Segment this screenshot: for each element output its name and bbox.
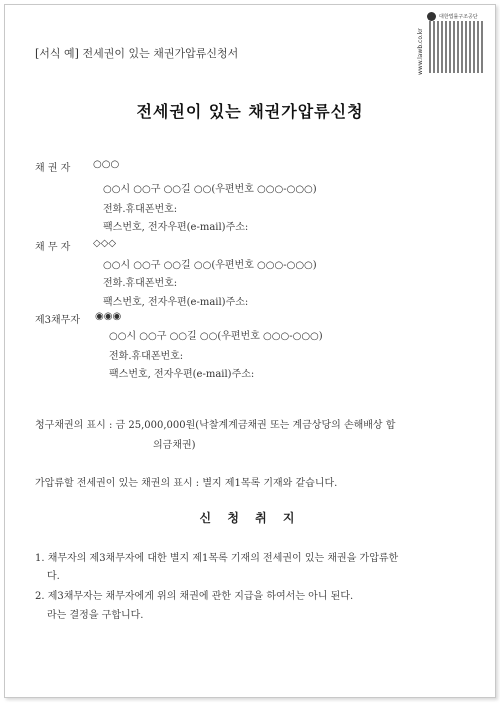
document-page [4, 4, 496, 698]
third-debtor-address: ○○시 ○○구 ○○길 ○○(우편번호 ○○○-○○○) [109, 331, 323, 342]
seal-logo-icon [427, 12, 436, 21]
claim-line-2: 의금채권) [153, 440, 196, 451]
seal-url: www.lawb.co.kr [417, 28, 424, 75]
creditor-fax: 팩스번호, 전자우편(e-mail)주소: [103, 222, 249, 233]
third-debtor-label: 제3채무자 [35, 315, 81, 326]
third-debtor-phone: 전화.휴대폰번호: [109, 351, 184, 362]
section-title: 신 청 취 지 [199, 511, 301, 525]
debtor-label: 채 무 자 [35, 242, 71, 253]
qr-code-icon [429, 21, 485, 73]
debtor-phone: 전화.휴대폰번호: [103, 278, 178, 289]
form-label: [서식 예] 전세권이 있는 채권가압류신청서 [35, 47, 239, 60]
item-2-line-2: 라는 결정을 구합니다. [47, 610, 144, 621]
claim-line-1: 청구채권의 표시 : 금 25,000,000원(낙찰계계금채권 또는 계금상당의 손해배상 합 [35, 420, 396, 431]
creditor-name: ○○○ [93, 159, 120, 170]
creditor-label: 채 권 자 [35, 163, 71, 174]
debtor-fax: 팩스번호, 전자우편(e-mail)주소: [103, 297, 249, 308]
item-1-line-2: 다. [47, 571, 60, 582]
seal-stamp [417, 11, 487, 77]
third-debtor-fax: 팩스번호, 전자우편(e-mail)주소: [109, 369, 255, 380]
item-2-line-1: 2. 제3채무자는 채무자에게 위의 채권에 관한 지급을 하여서는 아니 된다. [35, 591, 354, 602]
debtor-address: ○○시 ○○구 ○○길 ○○(우편번호 ○○○-○○○) [103, 260, 317, 271]
debtor-name: ◇◇◇ [93, 238, 117, 249]
seal-text: 대한법률구조공단 [439, 14, 478, 20]
attached-claim: 가압류할 전세권이 있는 채권의 표시 : 별지 제1목록 기재와 같습니다. [35, 478, 338, 489]
creditor-address: ○○시 ○○구 ○○길 ○○(우편번호 ○○○-○○○) [103, 184, 317, 195]
creditor-phone: 전화.휴대폰번호: [103, 204, 178, 215]
item-1-line-1: 1. 채무자의 제3채무자에 대한 별지 제1목록 기재의 전세권이 있는 채권을 가압류한 [35, 553, 399, 564]
document-title: 전세권이 있는 채권가압류신청 [136, 102, 364, 121]
third-debtor-name: ◉◉◉ [95, 311, 122, 322]
